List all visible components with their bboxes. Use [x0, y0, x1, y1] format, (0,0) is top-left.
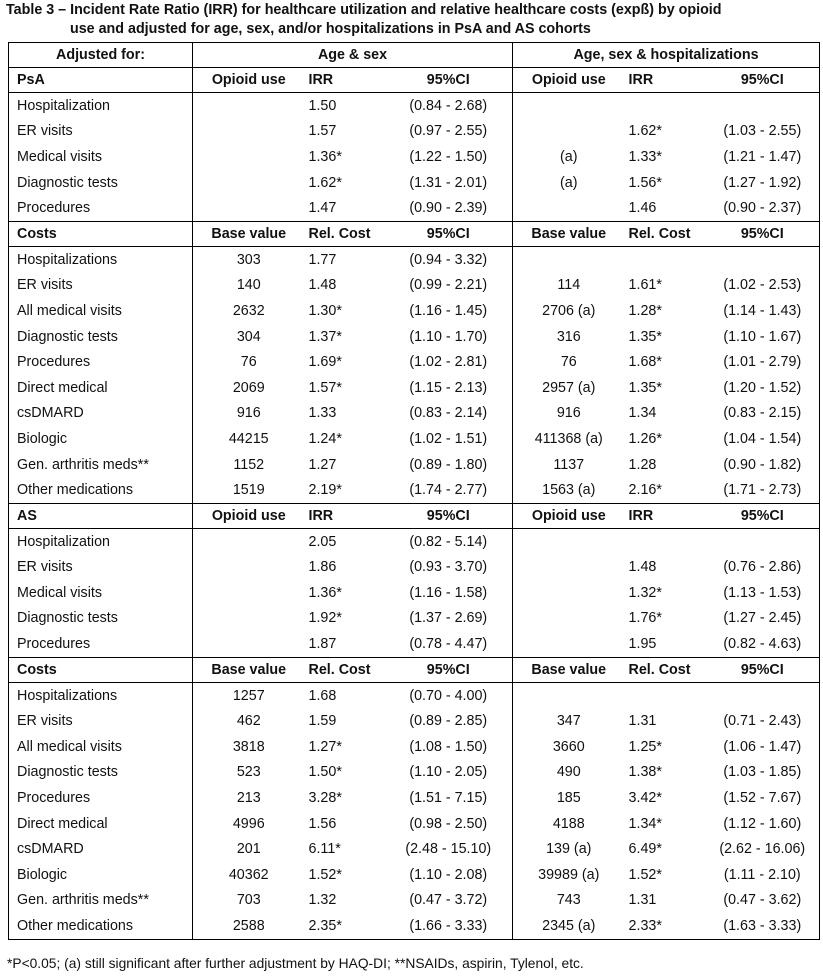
cell-c4: [513, 555, 625, 581]
cell-c2: 1.30*: [308, 302, 342, 319]
section-label: PsA: [9, 68, 193, 93]
cell-c3: (0.99 - 2.21): [409, 277, 488, 294]
table-row: [9, 298, 820, 324]
cell-c1: 44215: [228, 430, 269, 447]
cell-c2: 1.33: [308, 405, 337, 422]
row-label: ER visits: [9, 119, 193, 145]
table-title-line-2: use and adjusted for age, sex, and/or hospitalizations in PsA and AS cohorts: [70, 21, 591, 37]
cell-c5: 1.34*: [628, 815, 662, 832]
column-header: Rel. Cost: [305, 221, 385, 246]
cell-c1: 1257: [232, 687, 265, 704]
cell-c1: 2632: [232, 302, 265, 319]
cell-c1: [193, 93, 305, 119]
cell-c5: 1.26*: [628, 430, 662, 447]
cell-c1: 40362: [228, 866, 269, 883]
cell-c4: 490: [513, 760, 625, 786]
cell-c5: 1.48: [628, 559, 657, 576]
cell-c4: 1563 (a): [513, 477, 625, 503]
cell-c4: 39989 (a): [513, 862, 625, 888]
cell-c5: 1.31: [628, 713, 657, 730]
row-label: Direct medical: [9, 375, 193, 401]
cell-c4: 139 (a): [513, 836, 625, 862]
column-header: Rel. Cost: [305, 657, 385, 682]
cell-c2: 1.87: [305, 631, 385, 657]
cell-c4: [513, 119, 625, 145]
cell-c1: [193, 195, 305, 221]
row-label: Biologic: [9, 862, 193, 888]
cell-c4: [513, 682, 625, 708]
cell-c3: (1.08 - 1.50): [409, 738, 488, 755]
column-header: IRR: [625, 503, 706, 528]
cell-c6: (1.02 - 2.53): [706, 273, 820, 299]
cell-c4: 347: [513, 708, 625, 734]
cell-c1: [193, 580, 305, 606]
cell-c1: 303: [236, 251, 261, 268]
cell-c4: [513, 246, 625, 272]
table-row: [9, 426, 820, 452]
cell-c2: 1.50: [308, 97, 337, 114]
cell-c6: (0.90 - 1.82): [706, 452, 820, 478]
cell-c2: 1.68: [308, 687, 337, 704]
row-label: csDMARD: [9, 836, 193, 862]
column-header: 95%CI: [385, 68, 513, 93]
cell-c3: (0.83 - 2.14): [409, 405, 488, 422]
cell-c6: (1.14 - 1.43): [706, 298, 820, 324]
cell-c6: (1.06 - 1.47): [706, 734, 820, 760]
cell-c2: 1.27*: [308, 738, 342, 755]
cell-c1: 3818: [232, 738, 265, 755]
cell-c2: 1.27: [308, 456, 337, 473]
results-table: [8, 42, 820, 940]
column-header: Base value: [193, 221, 305, 246]
cell-c1: [193, 631, 305, 657]
cell-c1: 76: [240, 354, 257, 371]
cell-c3: (1.10 - 2.08): [409, 866, 488, 883]
cell-c3: (0.89 - 1.80): [409, 456, 488, 473]
cell-c2: 1.50*: [308, 764, 342, 781]
cell-c5: 1.34: [628, 405, 657, 422]
cell-c4: 1137: [513, 452, 625, 478]
cell-c2: 3.28*: [308, 790, 342, 807]
section-header-row: [9, 221, 820, 246]
table-footnote: *P<0.05; (a) still significant after further adjustment by HAQ-DI; **NSAIDs, aspirin, Tylenol, etc.: [7, 956, 584, 971]
cell-c1: 523: [236, 764, 261, 781]
cell-c2: 1.36*: [308, 584, 342, 601]
cell-c6: (0.90 - 2.37): [706, 195, 820, 221]
row-label: Diagnostic tests: [9, 606, 193, 632]
row-label: csDMARD: [9, 401, 193, 427]
cell-c1: [193, 555, 305, 581]
row-label: ER visits: [9, 708, 193, 734]
row-label: Diagnostic tests: [9, 324, 193, 350]
cell-c2: 1.86: [308, 559, 337, 576]
row-label: Medical visits: [9, 580, 193, 606]
table-title-line-1: Table 3 – Incident Rate Ratio (IRR) for healthcare utilization and relative healthcare costs (expß) by opioid: [6, 2, 722, 18]
group-header-age-sex-hosp: Age, sex & hospitalizations: [513, 43, 820, 68]
column-header: Opioid use: [193, 68, 305, 93]
cell-c3: (0.93 - 3.70): [409, 559, 488, 576]
cell-c6: (1.10 - 1.67): [706, 324, 820, 350]
cell-c2: 1.56: [308, 815, 337, 832]
column-header: Base value: [513, 221, 625, 246]
cell-c4: 3660: [513, 734, 625, 760]
cell-c5: 1.25*: [628, 738, 662, 755]
cell-c3: (1.02 - 2.81): [409, 354, 488, 371]
row-label: Gen. arthritis meds**: [9, 888, 193, 914]
table-row: [9, 631, 820, 657]
row-label: Procedures: [9, 785, 193, 811]
cell-c4: 2345 (a): [513, 913, 625, 939]
row-label: Hospitalization: [9, 528, 193, 554]
cell-c2: 1.59: [308, 713, 337, 730]
cell-c4: [513, 195, 625, 221]
column-header: IRR: [305, 68, 385, 93]
cell-c3: (0.97 - 2.55): [409, 123, 488, 140]
cell-c1: [193, 606, 305, 632]
column-header: Opioid use: [513, 68, 625, 93]
cell-c5: 1.33*: [628, 148, 662, 165]
section-label: Costs: [9, 221, 193, 246]
cell-c5: 1.52*: [628, 866, 662, 883]
cell-c1: [193, 528, 305, 554]
row-label: Medical visits: [9, 144, 193, 170]
cell-c2: 1.57: [308, 123, 337, 140]
cell-c1: 4996: [232, 815, 265, 832]
row-label: Procedures: [9, 195, 193, 221]
cell-c6: (1.04 - 1.54): [706, 426, 820, 452]
cell-c5: 1.76*: [628, 610, 662, 627]
cell-c5: [625, 246, 706, 272]
cell-c2: 1.47: [305, 195, 385, 221]
cell-c4: 316: [513, 324, 625, 350]
group-header-age-sex: Age & sex: [193, 43, 513, 68]
row-label: Hospitalization: [9, 93, 193, 119]
column-header: Opioid use: [193, 503, 305, 528]
row-label: Direct medical: [9, 811, 193, 837]
column-header: 95%CI: [385, 503, 513, 528]
row-label: ER visits: [9, 555, 193, 581]
cell-c3: (1.74 - 2.77): [385, 477, 513, 503]
cell-c5: 1.56*: [628, 174, 662, 191]
cell-c2: 1.92*: [308, 610, 342, 627]
cell-c1: [193, 119, 305, 145]
cell-c4: 743: [513, 888, 625, 914]
cell-c1: 916: [236, 405, 261, 422]
table-row: [9, 760, 820, 786]
table-row: [9, 811, 820, 837]
cell-c4: (a): [513, 144, 625, 170]
cell-c5: 1.95: [625, 631, 706, 657]
row-label: Hospitalizations: [9, 682, 193, 708]
table-row: [9, 324, 820, 350]
cell-c6: (0.76 - 2.86): [706, 555, 820, 581]
cell-c1: [193, 170, 305, 196]
cell-c6: (1.52 - 7.67): [706, 785, 820, 811]
cell-c4: 76: [513, 349, 625, 375]
cell-c3: (1.15 - 2.13): [409, 379, 488, 396]
cell-c3: (1.66 - 3.33): [385, 913, 513, 939]
table-row: [9, 452, 820, 478]
table-row: [9, 170, 820, 196]
column-header: 95%CI: [706, 68, 820, 93]
cell-c5: 3.42*: [628, 790, 662, 807]
cell-c6: (1.03 - 2.55): [706, 119, 820, 145]
column-header: 95%CI: [706, 503, 820, 528]
cell-c4: 2706 (a): [513, 298, 625, 324]
cell-c3: (1.10 - 2.05): [409, 764, 488, 781]
section-header-row: [9, 657, 820, 682]
cell-c3: (1.10 - 1.70): [409, 328, 488, 345]
cell-c6: [706, 682, 820, 708]
cell-c6: (0.82 - 4.63): [706, 631, 820, 657]
cell-c3: (0.98 - 2.50): [409, 815, 488, 832]
cell-c3: (0.82 - 5.14): [409, 533, 488, 550]
cell-c3: (1.02 - 1.51): [409, 430, 488, 447]
cell-c5: 1.68*: [628, 354, 662, 371]
cell-c4: [513, 93, 625, 119]
cell-c5: 1.38*: [628, 764, 662, 781]
cell-c3: (0.84 - 2.68): [409, 97, 488, 114]
row-label: Other medications: [9, 477, 193, 503]
cell-c4: [513, 606, 625, 632]
cell-c3: (1.16 - 1.58): [409, 584, 488, 601]
cell-c1: 140: [236, 277, 261, 294]
cell-c5: 1.62*: [628, 123, 662, 140]
table-row: [9, 888, 820, 914]
cell-c6: (1.03 - 1.85): [706, 760, 820, 786]
column-header: Rel. Cost: [625, 221, 706, 246]
column-header: IRR: [305, 503, 385, 528]
cell-c5: 1.28*: [628, 302, 662, 319]
cell-c5: 1.32*: [628, 584, 662, 601]
cell-c5: 1.28: [628, 456, 657, 473]
cell-c1: 1152: [233, 456, 265, 473]
cell-c4: 916: [513, 401, 625, 427]
cell-c6: (0.71 - 2.43): [706, 708, 820, 734]
column-header: Opioid use: [513, 503, 625, 528]
cell-c4: 411368 (a): [513, 426, 625, 452]
cell-c6: (1.63 - 3.33): [706, 913, 820, 939]
cell-c2: 1.32: [308, 892, 337, 909]
cell-c3: (0.89 - 2.85): [409, 713, 488, 730]
cell-c2: 1.37*: [308, 328, 342, 345]
table-row: [9, 246, 820, 272]
table-row: [9, 144, 820, 170]
table-row: [9, 555, 820, 581]
row-label: Biologic: [9, 426, 193, 452]
row-label: Diagnostic tests: [9, 760, 193, 786]
cell-c3: (1.51 - 7.15): [409, 790, 488, 807]
cell-c6: (1.13 - 1.53): [706, 580, 820, 606]
table-body: [9, 43, 820, 940]
header-row: [9, 43, 820, 68]
cell-c6: (0.47 - 3.62): [706, 888, 820, 914]
cell-c5: 1.35*: [628, 379, 662, 396]
cell-c1: 304: [236, 328, 261, 345]
cell-c5: 2.33*: [625, 913, 706, 939]
cell-c6: (1.71 - 2.73): [706, 477, 820, 503]
table-row: [9, 682, 820, 708]
row-label: Diagnostic tests: [9, 170, 193, 196]
table-row: [9, 913, 820, 939]
cell-c3: (1.31 - 2.01): [409, 174, 488, 191]
row-label: ER visits: [9, 273, 193, 299]
cell-c1: 462: [236, 713, 261, 730]
column-header: 95%CI: [706, 657, 820, 682]
cell-c5: 1.31: [628, 892, 657, 909]
column-header: Base value: [513, 657, 625, 682]
cell-c6: (1.01 - 2.79): [706, 349, 820, 375]
cell-c1: 1519: [193, 477, 305, 503]
section-label: AS: [9, 503, 193, 528]
row-label: Hospitalizations: [9, 246, 193, 272]
table-row: [9, 580, 820, 606]
row-label: Gen. arthritis meds**: [9, 452, 193, 478]
cell-c6: (1.12 - 1.60): [706, 811, 820, 837]
cell-c2: 2.35*: [305, 913, 385, 939]
cell-c5: [625, 528, 706, 554]
cell-c1: 2588: [193, 913, 305, 939]
cell-c3: (0.90 - 2.39): [385, 195, 513, 221]
cell-c2: 1.77: [308, 251, 337, 268]
cell-c4: 4188: [513, 811, 625, 837]
cell-c1: 2069: [232, 379, 265, 396]
cell-c3: (0.70 - 4.00): [409, 687, 488, 704]
cell-c6: [706, 93, 820, 119]
table-row: [9, 785, 820, 811]
table-row: [9, 836, 820, 862]
cell-c2: 1.48: [308, 277, 337, 294]
cell-c2: 1.57*: [308, 379, 342, 396]
cell-c2: 1.24*: [308, 430, 342, 447]
table-row: [9, 375, 820, 401]
table-row: [9, 93, 820, 119]
column-header: IRR: [625, 68, 706, 93]
cell-c2: 1.36*: [308, 148, 342, 165]
cell-c3: (0.78 - 4.47): [385, 631, 513, 657]
column-header: Base value: [193, 657, 305, 682]
cell-c5: 2.16*: [625, 477, 706, 503]
cell-c1: 213: [236, 790, 261, 807]
cell-c6: (0.83 - 2.15): [706, 401, 820, 427]
cell-c5: [625, 93, 706, 119]
cell-c6: (1.27 - 2.45): [706, 606, 820, 632]
cell-c4: 185: [513, 785, 625, 811]
cell-c1: 703: [236, 892, 261, 909]
table-row: [9, 273, 820, 299]
cell-c5: [625, 682, 706, 708]
cell-c5: 1.46: [625, 195, 706, 221]
table-row: [9, 606, 820, 632]
section-header-row: [9, 68, 820, 93]
table-row: [9, 119, 820, 145]
column-header: 95%CI: [706, 221, 820, 246]
cell-c3: (0.94 - 3.32): [409, 251, 488, 268]
column-header: Rel. Cost: [625, 657, 706, 682]
cell-c3: (1.22 - 1.50): [409, 148, 488, 165]
table-row: [9, 349, 820, 375]
cell-c5: 6.49*: [628, 841, 662, 858]
cell-c2: 1.62*: [308, 174, 342, 191]
adjusted-for-label: Adjusted for:: [9, 43, 193, 68]
cell-c3: (2.48 - 15.10): [405, 841, 492, 858]
cell-c5: 1.61*: [628, 277, 662, 294]
row-label: Other medications: [9, 913, 193, 939]
table-row: [9, 862, 820, 888]
cell-c4: 2957 (a): [513, 375, 625, 401]
cell-c4: [513, 528, 625, 554]
table-title: [6, 1, 818, 39]
cell-c6: [706, 528, 820, 554]
row-label: Procedures: [9, 631, 193, 657]
cell-c2: 6.11*: [308, 841, 341, 858]
table-row: [9, 528, 820, 554]
row-label: All medical visits: [9, 734, 193, 760]
cell-c2: 2.05: [308, 533, 337, 550]
cell-c3: (0.47 - 3.72): [409, 892, 488, 909]
cell-c1: 201: [236, 841, 261, 858]
row-label: Procedures: [9, 349, 193, 375]
cell-c6: [706, 246, 820, 272]
cell-c5: 1.35*: [628, 328, 662, 345]
table-row: [9, 477, 820, 503]
cell-c4: [513, 580, 625, 606]
cell-c2: 2.19*: [305, 477, 385, 503]
section-header-row: [9, 503, 820, 528]
cell-c3: (1.16 - 1.45): [409, 302, 488, 319]
column-header: 95%CI: [385, 657, 513, 682]
cell-c6: (1.11 - 2.10): [706, 862, 820, 888]
cell-c4: [513, 631, 625, 657]
table-row: [9, 401, 820, 427]
cell-c6: (1.27 - 1.92): [706, 170, 820, 196]
section-label: Costs: [9, 657, 193, 682]
cell-c4: (a): [513, 170, 625, 196]
table-row: [9, 195, 820, 221]
cell-c3: (1.37 - 2.69): [409, 610, 488, 627]
table-row: [9, 734, 820, 760]
cell-c1: [193, 144, 305, 170]
cell-c6: (1.21 - 1.47): [706, 144, 820, 170]
cell-c2: 1.69*: [308, 354, 342, 371]
row-label: All medical visits: [9, 298, 193, 324]
table-row: [9, 708, 820, 734]
column-header: 95%CI: [385, 221, 513, 246]
cell-c4: 114: [513, 273, 625, 299]
cell-c6: (1.20 - 1.52): [706, 375, 820, 401]
cell-c2: 1.52*: [308, 866, 342, 883]
cell-c6: (2.62 - 16.06): [706, 836, 820, 862]
